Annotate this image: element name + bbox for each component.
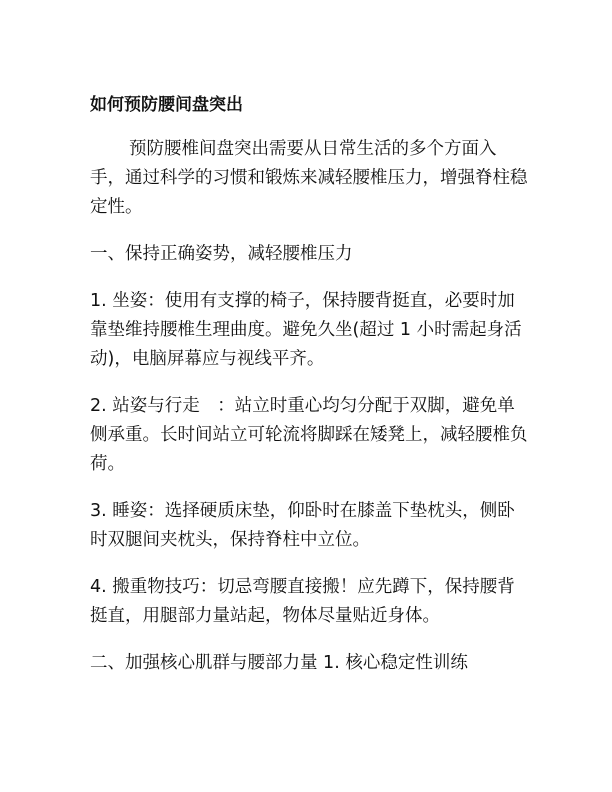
- intro-paragraph: 预防腰椎间盘突出需要从日常生活的多个方面入手，通过科学的习惯和锻炼来减轻腰椎压力，增强脊柱稳定性。: [90, 139, 528, 217]
- item-lifting-technique: 4. 搬重物技巧：切忌弯腰直接搬！应先蹲下，保持腰背挺直，用腿部力量站起，物体尽量贴近身体。: [90, 577, 515, 626]
- section-heading-core: 二、加强核心肌群与腰部力量 1. 核心稳定性训练: [90, 653, 468, 673]
- document-body: [90, 93, 530, 696]
- item-sitting-posture: 1. 坐姿：使用有支撑的椅子，保持腰背挺直，必要时加靠垫维持腰椎生理曲度。避免久坐(超过 1 小时需起身活动)，电脑屏幕应与视线平齐。: [90, 291, 522, 369]
- document-title: 如何预防腰间盘突出: [90, 95, 243, 115]
- item-standing-walking: 2. 站姿与行走 ：站立时重心均匀分配于双脚，避免单侧承重。长时间站立可轮流将脚踩在矮凳上，减轻腰椎负荷。: [90, 396, 528, 474]
- section-heading-posture: 一、保持正确姿势，减轻腰椎压力: [90, 244, 353, 264]
- item-sleeping-posture: 3. 睡姿：选择硬质床垫，仰卧时在膝盖下垫枕头，侧卧时双腿间夹枕头，保持脊柱中立位。: [90, 501, 515, 550]
